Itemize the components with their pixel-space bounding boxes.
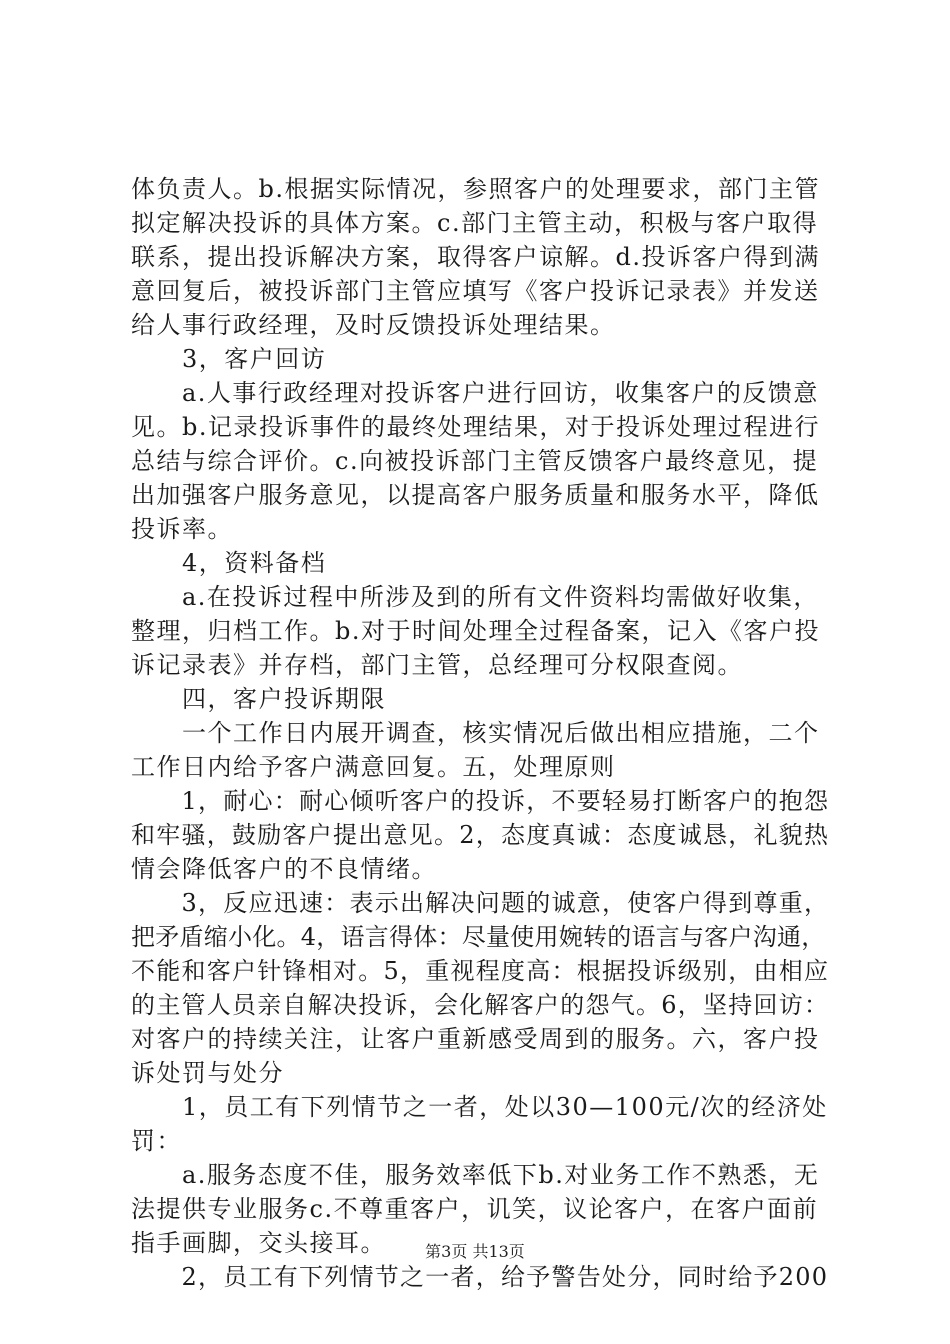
text-line: 对客户的持续关注，让客户重新感受周到的服务。六，客户投 [131,1025,820,1053]
text-line: 诉记录表》并存档，部门主管，总经理可分权限查阅。 [131,651,743,679]
document-body [131,172,831,1294]
text-line: 把矛盾缩小化。4，语言得体：尽量使用婉转的语言与客户沟通， [131,923,826,951]
text-line: 一个工作日内展开调查，核实情况后做出相应措施，二个 [131,719,820,747]
text-line: 见。b.记录投诉事件的最终处理结果，对于投诉处理过程进行 [131,413,820,441]
text-line: 1，员工有下列情节之一者，处以30—100元/次的经济处 [131,1093,828,1121]
text-line: 工作日内给予客户满意回复。五，处理原则 [131,753,616,781]
text-line: 拟定解决投诉的具体方案。c.部门主管主动，积极与客户取得 [131,209,819,237]
text-line: 不能和客户针锋相对。5，重视程度高：根据投诉级别，由相应 [131,957,830,985]
text-line: 3，客户回访 [131,345,327,373]
text-line: 联系，提出投诉解决方案，取得客户谅解。d.投诉客户得到满 [131,243,820,271]
text-line: 情会降低客户的不良情绪。 [131,855,437,883]
text-line: 诉处罚与处分 [131,1059,284,1087]
text-line: 总结与综合评价。c.向被投诉部门主管反馈客户最终意见，提 [131,447,819,475]
text-line: 3，反应迅速：表示出解决问题的诚意，使客户得到尊重， [131,889,830,917]
text-line: a.服务态度不佳，服务效率低下b.对业务工作不熟悉，无 [131,1161,820,1189]
text-line: 法提供专业服务c.不尊重客户，讥笑，议论客户，在客户面前 [131,1195,819,1223]
text-line: 的主管人员亲自解决投诉，会化解客户的怨气。6，坚持回访： [131,991,830,1019]
text-line: 整理，归档工作。b.对于时间处理全过程备案，记入《客户投 [131,617,820,645]
text-line: 投诉率。 [131,515,233,543]
text-line: 2，员工有下列情节之一者，给予警告处分，同时给予200 [131,1263,829,1291]
text-line: 给人事行政经理，及时反馈投诉处理结果。 [131,311,616,339]
text-line: 4，资料备档 [131,549,327,577]
text-line: 意回复后，被投诉部门主管应填写《客户投诉记录表》并发送 [131,277,820,305]
text-line: 体负责人。b.根据实际情况，参照客户的处理要求，部门主管 [131,175,820,203]
text-line: a.人事行政经理对投诉客户进行回访，收集客户的反馈意 [131,379,819,407]
page-footer: 第3页 共13页 [425,1242,525,1261]
text-line: 四，客户投诉期限 [131,685,386,713]
text-line: 和牢骚，鼓励客户提出意见。2，态度真诚：态度诚恳，礼貌热 [131,821,830,849]
text-line: a.在投诉过程中所涉及到的所有文件资料均需做好收集， [131,583,819,611]
text-line: 罚： [131,1127,182,1155]
text-line: 1，耐心：耐心倾听客户的投诉，不要轻易打断客户的抱怨 [131,787,830,815]
text-line: 出加强客户服务意见，以提高客户服务质量和服务水平，降低 [131,481,820,509]
text-line: 指手画脚，交头接耳。 [131,1229,386,1257]
